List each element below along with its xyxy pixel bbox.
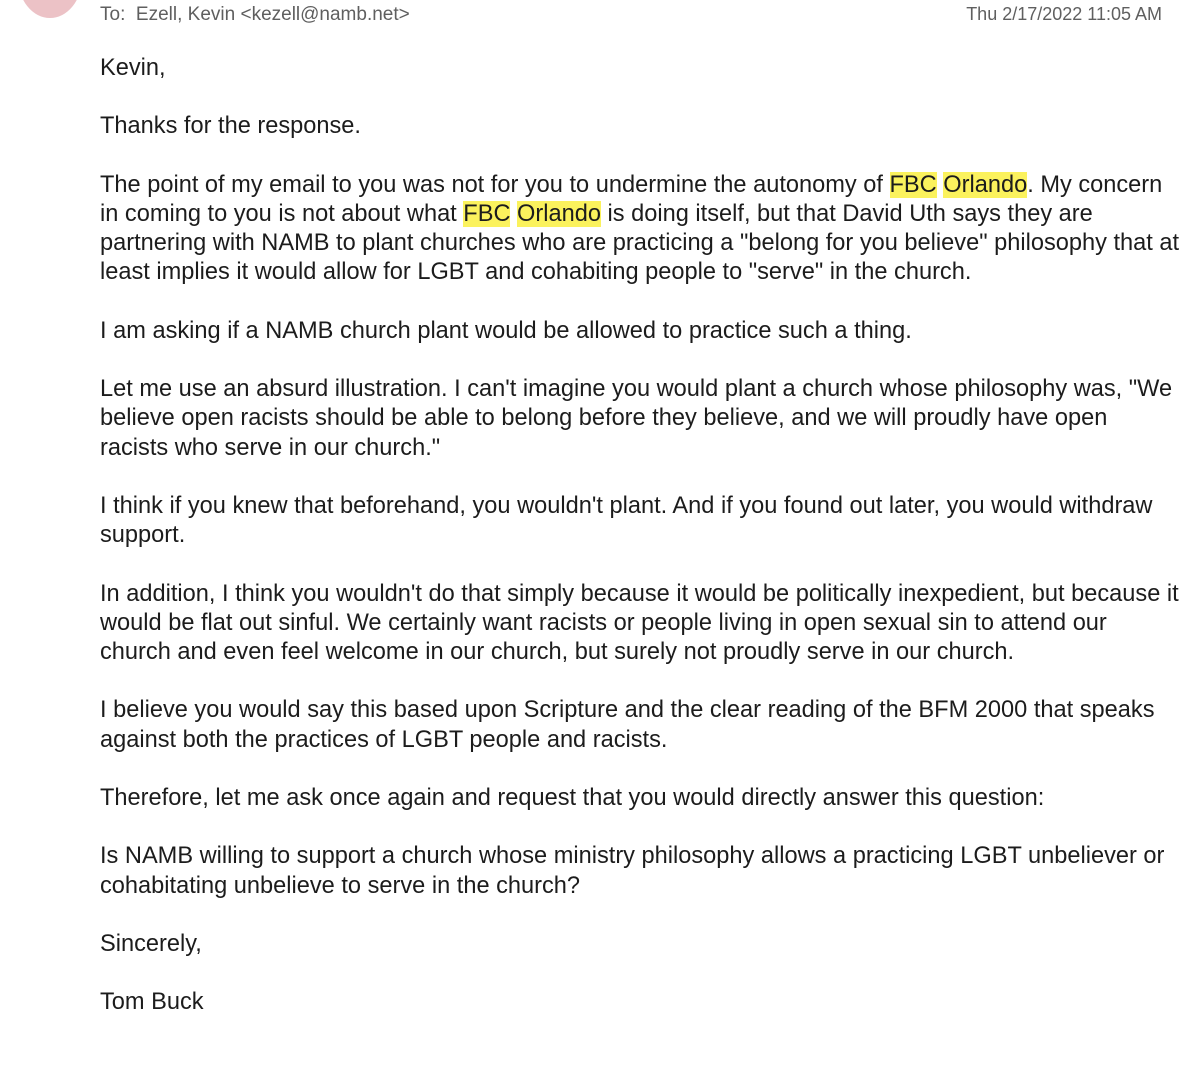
paragraph-thanks: Thanks for the response. — [100, 113, 361, 140]
paragraph-point — [100, 171, 1180, 288]
paragraph-asking: I am asking if a NAMB church plant would be allowed to practice such a thing. — [100, 317, 912, 344]
paragraph-addition: In addition, I think you wouldn't do that simply because it would be politically inexpedient, but because it would be flat out sinful. We certainly want racists or people living in open sexual sin to attend our church and even feel welcome in our church, but surely not proudly serve in our church. — [100, 580, 1179, 665]
search-highlight: FBC — [463, 200, 511, 227]
search-highlight: FBC — [889, 171, 937, 198]
text-run: . My concern in coming to you is not about what — [100, 171, 1163, 227]
greeting: Kevin, — [100, 55, 166, 81]
text-run: is doing itself, but that David Uth says they are partnering with NAMB to plant churches who are practicing a "belong for you believe" philosophy that at least implies it would allow for LGBT and cohabiting people to "serve" in the church. — [100, 200, 1180, 286]
to-label: To: — [100, 4, 126, 25]
sent-date: Thu 2/17/2022 11:05 AM — [966, 4, 1162, 24]
sender-avatar[interactable] — [18, 0, 82, 18]
closing: Sincerely, — [100, 930, 202, 957]
paragraph-request: Therefore, let me ask once again and request that you would directly answer this question: — [100, 784, 1045, 811]
text-run: The point of my email to you was not for you to undermine the autonomy of — [100, 171, 890, 198]
search-highlight: Orlando — [943, 171, 1028, 198]
paragraph-beforehand: I think if you knew that beforehand, you wouldn't plant. And if you found out later, you would withdraw support. — [100, 492, 1153, 549]
signature: Tom Buck — [100, 989, 204, 1016]
recipient-line — [100, 4, 410, 26]
paragraph-scripture: I believe you would say this based upon Scripture and the clear reading of the BFM 2000 that speaks against both the practices of LGBT people and racists. — [100, 697, 1155, 753]
paragraph-illustration: Let me use an absurd illustration. I can't imagine you would plant a church whose philosophy was, "We believe open racists should be able to belong before they believe, and we will proudly have open racists who serve in our church." — [100, 376, 1173, 461]
search-highlight: Orlando — [517, 200, 601, 227]
recipient-name[interactable]: Ezell, Kevin <kezell@namb.net> — [135, 4, 410, 25]
email-body — [100, 54, 1180, 1047]
paragraph-question: Is NAMB willing to support a church whose ministry philosophy allows a practicing LGBT unbeliever or cohabitating unbelieve to serve in the church? — [100, 843, 1165, 899]
